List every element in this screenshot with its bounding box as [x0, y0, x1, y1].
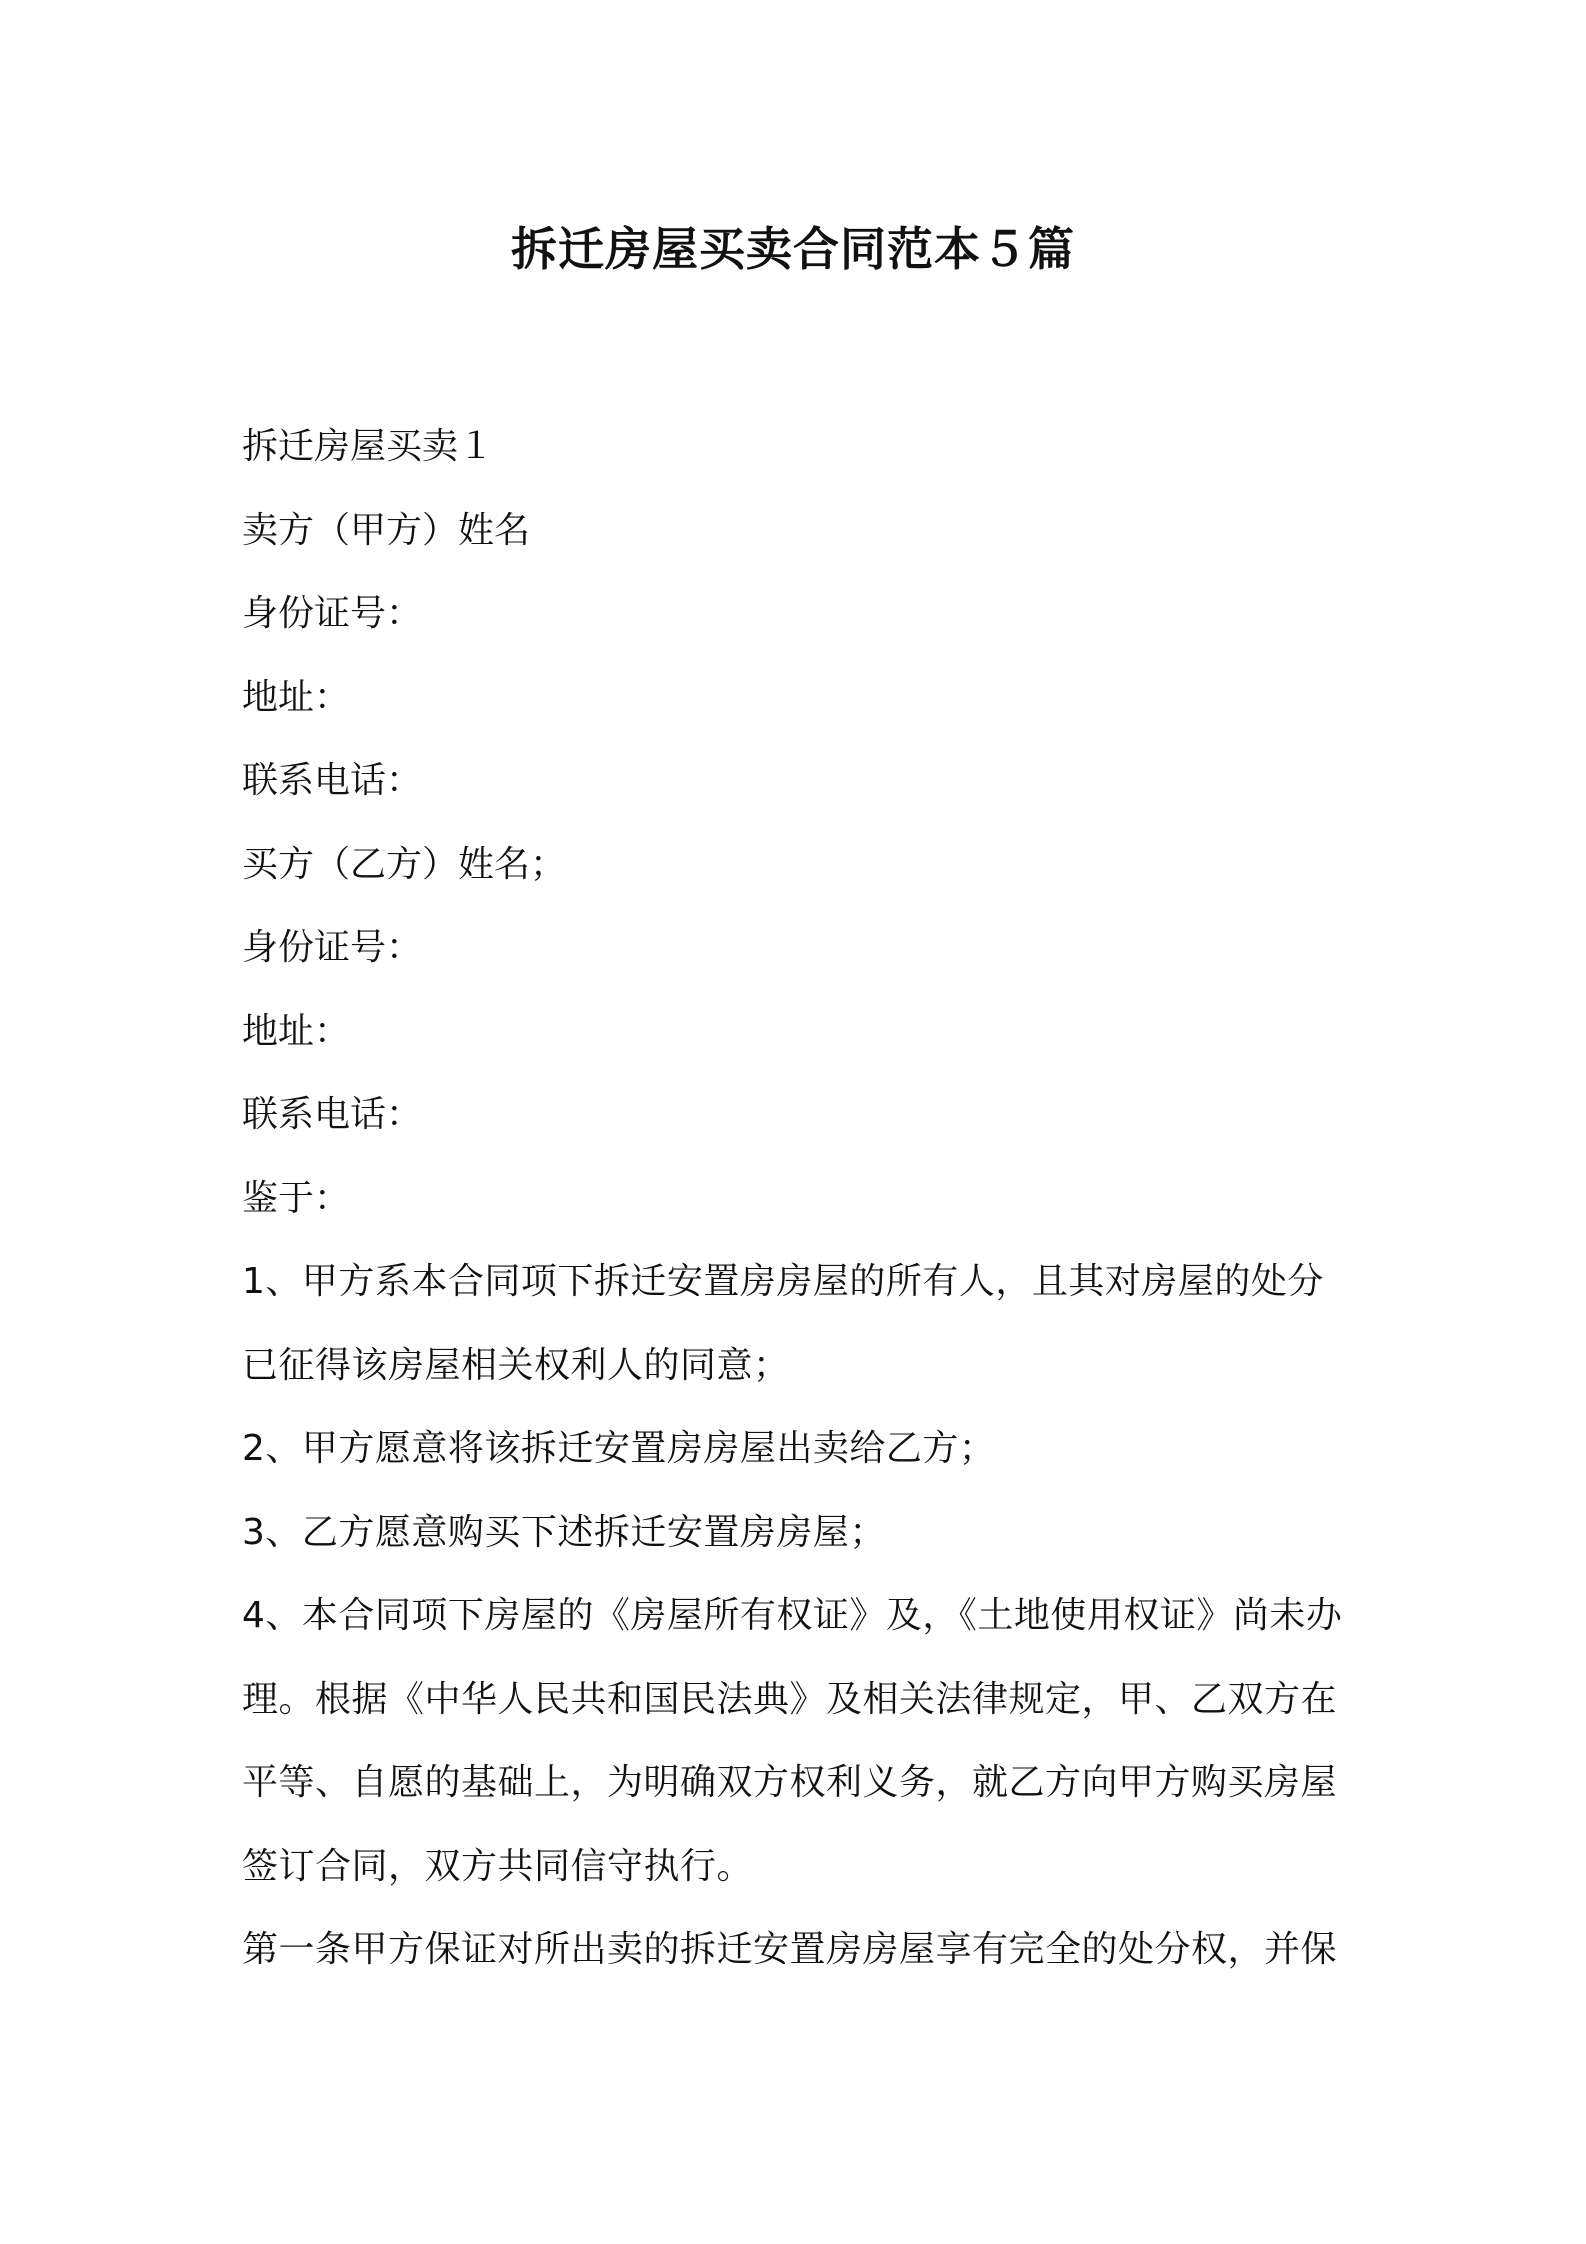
buyer-id-label: 身份证号： [242, 927, 423, 968]
clause-4-line-2: 理。根据《中华人民共和国民法典》及相关法律规定，甲、乙双方在 [242, 1678, 1338, 1720]
buyer-name-label: 买方（乙方）姓名； [242, 843, 567, 885]
seller-id-label: 身份证号： [242, 593, 423, 634]
article-1-line-1: 第一条甲方保证对所出卖的拆迁安置房房屋享有完全的处分权，并保 [242, 1929, 1338, 1970]
buyer-phone-label: 联系电话： [242, 1094, 423, 1135]
clause-2: 2、甲方愿意将该拆迁安置房房屋出卖给乙方； [242, 1428, 996, 1469]
document-title: 拆迁房屋买卖合同范本５篇 [511, 222, 1075, 276]
clause-1-line-2: 已征得该房屋相关权利人的同意； [242, 1344, 790, 1386]
document-body [242, 405, 1362, 1992]
seller-phone-label: 联系电话： [242, 760, 423, 801]
whereas-heading: 鉴于： [242, 1177, 351, 1219]
seller-address-label: 地址： [242, 676, 351, 718]
clause-1-line-1: 1、甲方系本合同项下拆迁安置房房屋的所有人，且其对房屋的处分 [242, 1261, 1324, 1302]
clause-3: 3、乙方愿意购买下述拆迁安置房房屋； [242, 1511, 886, 1553]
clause-4-line-4: 签订合同，双方共同信守执行。 [242, 1845, 754, 1887]
seller-name-label: 卖方（甲方）姓名 [242, 509, 531, 551]
buyer-address-label: 地址： [242, 1010, 351, 1052]
clause-4-line-3: 平等、自愿的基础上，为明确双方权利义务，就乙方向甲方购买房屋 [242, 1762, 1338, 1803]
section-heading: 拆迁房屋买卖１ [242, 426, 495, 467]
clause-4-line-1: 4、本合同项下房屋的《房屋所有权证》及，《土地使用权证》尚未办 [242, 1595, 1343, 1636]
